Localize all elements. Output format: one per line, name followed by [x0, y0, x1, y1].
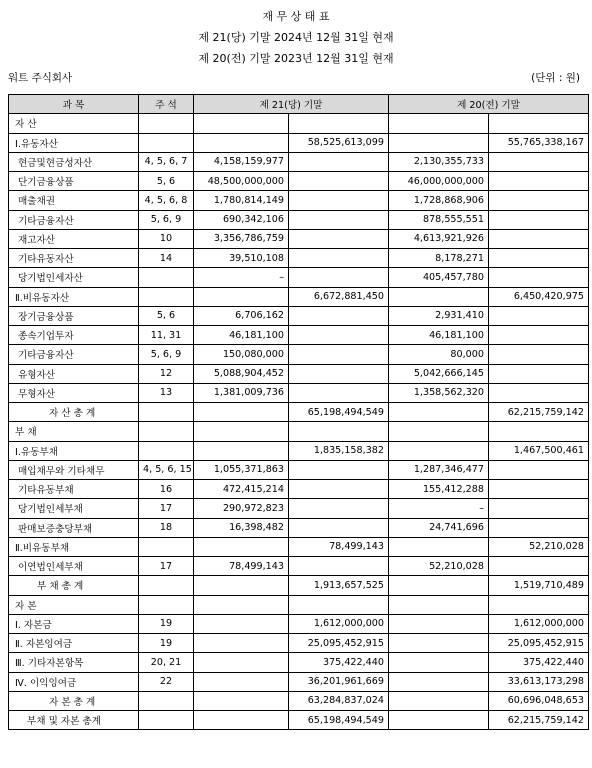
- prior-detail-cell: 80,000: [389, 345, 489, 364]
- prior-detail-cell: 24,741,696: [389, 518, 489, 537]
- account-cell: 당기법인세자산: [9, 268, 139, 287]
- note-cell: [139, 441, 194, 460]
- table-row: [9, 441, 589, 460]
- note-cell: 20, 21: [139, 653, 194, 672]
- note-cell: 4, 5, 6, 7: [139, 152, 194, 171]
- prior-total-cell: [489, 268, 589, 287]
- prior-total-cell: [489, 172, 589, 191]
- note-cell: 5, 6: [139, 172, 194, 191]
- account-cell: 자 본: [9, 595, 139, 614]
- table-row: [9, 383, 589, 402]
- prior-total-cell: 1,519,710,489: [489, 576, 589, 595]
- current-total-cell: [289, 518, 389, 537]
- account-cell: 이연법인세부채: [9, 557, 139, 576]
- current-total-cell: [289, 152, 389, 171]
- prior-detail-cell: 155,412,288: [389, 480, 489, 499]
- current-total-cell: 375,422,440: [289, 653, 389, 672]
- current-detail-cell: [194, 634, 289, 653]
- balance-sheet-table: [8, 94, 589, 730]
- current-total-cell: [289, 595, 389, 614]
- current-total-cell: 65,198,494,549: [289, 711, 389, 730]
- prior-detail-cell: [389, 537, 489, 556]
- current-total-cell: [289, 114, 389, 133]
- table-row: [9, 595, 589, 614]
- prior-total-cell: 25,095,452,915: [489, 634, 589, 653]
- account-cell: 매출채권: [9, 191, 139, 210]
- current-detail-cell: –: [194, 268, 289, 287]
- table-row: [9, 634, 589, 653]
- prior-total-cell: [489, 249, 589, 268]
- account-cell: Ⅱ.비유동자산: [9, 287, 139, 306]
- prior-detail-cell: 1,287,346,477: [389, 460, 489, 479]
- prior-detail-cell: [389, 672, 489, 691]
- account-cell: Ⅱ.비유동부채: [9, 537, 139, 556]
- prior-total-cell: [489, 210, 589, 229]
- note-cell: 4, 5, 6, 15: [139, 460, 194, 479]
- prior-total-cell: 62,215,759,142: [489, 403, 589, 422]
- current-detail-cell: [194, 614, 289, 633]
- table-row: [9, 614, 589, 633]
- table-row: [9, 364, 589, 383]
- current-total-cell: 6,672,881,450: [289, 287, 389, 306]
- table-row: [9, 711, 589, 730]
- prior-detail-cell: 46,000,000,000: [389, 172, 489, 191]
- account-cell: 장기금융상품: [9, 306, 139, 325]
- prior-total-cell: 33,613,173,298: [489, 672, 589, 691]
- prior-total-cell: 375,422,440: [489, 653, 589, 672]
- account-cell: 기타유동부채: [9, 480, 139, 499]
- current-total-cell: 63,284,837,024: [289, 691, 389, 710]
- account-cell: 무형자산: [9, 383, 139, 402]
- table-row: [9, 518, 589, 537]
- table-row: [9, 403, 589, 422]
- note-cell: [139, 268, 194, 287]
- account-cell: Ⅰ. 자본금: [9, 614, 139, 633]
- prior-total-cell: [489, 499, 589, 518]
- current-detail-cell: 1,055,371,863: [194, 460, 289, 479]
- prior-detail-cell: [389, 422, 489, 441]
- current-total-cell: [289, 326, 389, 345]
- prior-total-cell: 6,450,420,975: [489, 287, 589, 306]
- current-total-cell: [289, 191, 389, 210]
- current-total-cell: 65,198,494,549: [289, 403, 389, 422]
- header-prior-period: 제 20(전) 기말: [389, 95, 589, 114]
- account-cell: 현금및현금성자산: [9, 152, 139, 171]
- prior-total-cell: [489, 152, 589, 171]
- current-detail-cell: [194, 287, 289, 306]
- table-row: [9, 460, 589, 479]
- current-detail-cell: 48,500,000,000: [194, 172, 289, 191]
- current-detail-cell: 6,706,162: [194, 306, 289, 325]
- current-period-date: 제 21(당) 기말 2024년 12월 31일 현재: [198, 31, 394, 44]
- current-total-cell: 36,201,961,669: [289, 672, 389, 691]
- current-detail-cell: 150,080,000: [194, 345, 289, 364]
- current-total-cell: [289, 345, 389, 364]
- account-cell: Ⅰ.유동자산: [9, 133, 139, 152]
- current-detail-cell: 16,398,482: [194, 518, 289, 537]
- current-total-cell: [289, 499, 389, 518]
- note-cell: 4, 5, 6, 8: [139, 191, 194, 210]
- table-row: [9, 210, 589, 229]
- prior-detail-cell: 8,178,271: [389, 249, 489, 268]
- current-total-cell: [289, 172, 389, 191]
- table-row: [9, 691, 589, 710]
- prior-detail-cell: 5,042,666,145: [389, 364, 489, 383]
- prior-detail-cell: [389, 634, 489, 653]
- current-total-cell: 1,612,000,000: [289, 614, 389, 633]
- prior-total-cell: [489, 114, 589, 133]
- note-cell: 16: [139, 480, 194, 499]
- table-row: [9, 326, 589, 345]
- header-note: 주 석: [139, 95, 194, 114]
- current-total-cell: [289, 422, 389, 441]
- current-detail-cell: 46,181,100: [194, 326, 289, 345]
- prior-total-cell: [489, 191, 589, 210]
- prior-total-cell: [489, 557, 589, 576]
- table-row: [9, 114, 589, 133]
- current-detail-cell: [194, 403, 289, 422]
- table-row: [9, 537, 589, 556]
- account-cell: 판매보증충당부채: [9, 518, 139, 537]
- prior-total-cell: [489, 229, 589, 248]
- prior-detail-cell: [389, 287, 489, 306]
- current-detail-cell: 4,158,159,977: [194, 152, 289, 171]
- prior-total-cell: [489, 326, 589, 345]
- prior-total-cell: 52,210,028: [489, 537, 589, 556]
- current-detail-cell: 39,510,108: [194, 249, 289, 268]
- prior-total-cell: [489, 383, 589, 402]
- note-cell: 5, 6: [139, 306, 194, 325]
- table-row: [9, 172, 589, 191]
- account-cell: Ⅱ. 자본잉여금: [9, 634, 139, 653]
- prior-detail-cell: 2,130,355,733: [389, 152, 489, 171]
- prior-detail-cell: 2,931,410: [389, 306, 489, 325]
- table-row: [9, 306, 589, 325]
- prior-detail-cell: [389, 653, 489, 672]
- note-cell: 18: [139, 518, 194, 537]
- note-cell: [139, 133, 194, 152]
- prior-total-cell: [489, 345, 589, 364]
- current-detail-cell: [194, 114, 289, 133]
- note-cell: [139, 576, 194, 595]
- prior-detail-cell: [389, 441, 489, 460]
- note-cell: 12: [139, 364, 194, 383]
- current-total-cell: [289, 268, 389, 287]
- current-detail-cell: 78,499,143: [194, 557, 289, 576]
- note-cell: [139, 422, 194, 441]
- prior-total-cell: [489, 460, 589, 479]
- current-detail-cell: [194, 422, 289, 441]
- account-cell: 기타금융자산: [9, 345, 139, 364]
- current-detail-cell: 1,381,009,736: [194, 383, 289, 402]
- note-cell: [139, 287, 194, 306]
- account-cell: 기타금융자산: [9, 210, 139, 229]
- note-cell: 13: [139, 383, 194, 402]
- current-detail-cell: [194, 441, 289, 460]
- prior-total-cell: [489, 480, 589, 499]
- current-total-cell: 25,095,452,915: [289, 634, 389, 653]
- current-detail-cell: 690,342,106: [194, 210, 289, 229]
- header-current-period: 제 21(당) 기말: [194, 95, 389, 114]
- current-total-cell: [289, 383, 389, 402]
- header-account: 과 목: [9, 95, 139, 114]
- prior-total-cell: [489, 364, 589, 383]
- prior-detail-cell: [389, 114, 489, 133]
- current-total-cell: [289, 364, 389, 383]
- prior-total-cell: 1,612,000,000: [489, 614, 589, 633]
- prior-detail-cell: [389, 133, 489, 152]
- account-cell: Ⅲ. 기타자본항목: [9, 653, 139, 672]
- table-row: [9, 422, 589, 441]
- prior-detail-cell: [389, 614, 489, 633]
- table-row: [9, 249, 589, 268]
- note-cell: [139, 595, 194, 614]
- prior-detail-cell: –: [389, 499, 489, 518]
- current-detail-cell: [194, 691, 289, 710]
- table-row: [9, 229, 589, 248]
- prior-total-cell: [489, 306, 589, 325]
- prior-period-date: 제 20(전) 기말 2023년 12월 31일 현재: [198, 52, 394, 65]
- document-title: 재 무 상 태 표: [262, 10, 330, 23]
- current-total-cell: [289, 306, 389, 325]
- current-detail-cell: [194, 672, 289, 691]
- current-detail-cell: 1,780,814,149: [194, 191, 289, 210]
- note-cell: 17: [139, 557, 194, 576]
- current-detail-cell: 290,972,823: [194, 499, 289, 518]
- account-cell: 재고자산: [9, 229, 139, 248]
- table-row: [9, 480, 589, 499]
- prior-total-cell: [489, 422, 589, 441]
- note-cell: 10: [139, 229, 194, 248]
- note-cell: 5, 6, 9: [139, 210, 194, 229]
- account-cell: 부채 및 자본 총계: [9, 711, 139, 730]
- prior-detail-cell: 52,210,028: [389, 557, 489, 576]
- current-detail-cell: [194, 711, 289, 730]
- prior-total-cell: [489, 595, 589, 614]
- account-cell: 자 본 총 계: [9, 691, 139, 710]
- account-cell: 자 산 총 계: [9, 403, 139, 422]
- current-detail-cell: [194, 537, 289, 556]
- account-cell: 종속기업투자: [9, 326, 139, 345]
- table-row: [9, 268, 589, 287]
- prior-detail-cell: 1,358,562,320: [389, 383, 489, 402]
- account-cell: Ⅰ.유동부채: [9, 441, 139, 460]
- prior-detail-cell: 46,181,100: [389, 326, 489, 345]
- company-name: 워트 주식회사: [8, 72, 73, 84]
- account-cell: Ⅳ. 이익잉여금: [9, 672, 139, 691]
- current-total-cell: 1,913,657,525: [289, 576, 389, 595]
- current-total-cell: [289, 460, 389, 479]
- table-row: [9, 499, 589, 518]
- prior-detail-cell: [389, 711, 489, 730]
- note-cell: 14: [139, 249, 194, 268]
- note-cell: [139, 691, 194, 710]
- account-cell: 부 채: [9, 422, 139, 441]
- table-row: [9, 191, 589, 210]
- prior-total-cell: [489, 518, 589, 537]
- account-cell: 기타유동자산: [9, 249, 139, 268]
- table-row: [9, 287, 589, 306]
- account-cell: 매입채무와 기타채무: [9, 460, 139, 479]
- prior-total-cell: 55,765,338,167: [489, 133, 589, 152]
- current-total-cell: [289, 210, 389, 229]
- table-header-row: [9, 95, 589, 114]
- note-cell: [139, 537, 194, 556]
- table-row: [9, 345, 589, 364]
- current-detail-cell: 3,356,786,759: [194, 229, 289, 248]
- prior-total-cell: 60,696,048,653: [489, 691, 589, 710]
- table-row: [9, 152, 589, 171]
- note-cell: 19: [139, 634, 194, 653]
- prior-detail-cell: [389, 595, 489, 614]
- prior-total-cell: 1,467,500,461: [489, 441, 589, 460]
- prior-detail-cell: [389, 576, 489, 595]
- current-detail-cell: [194, 576, 289, 595]
- account-cell: 부 채 총 계: [9, 576, 139, 595]
- current-total-cell: 58,525,613,099: [289, 133, 389, 152]
- prior-detail-cell: [389, 403, 489, 422]
- account-cell: 자 산: [9, 114, 139, 133]
- prior-detail-cell: 405,457,780: [389, 268, 489, 287]
- note-cell: 22: [139, 672, 194, 691]
- note-cell: 5, 6, 9: [139, 345, 194, 364]
- current-detail-cell: 472,415,214: [194, 480, 289, 499]
- account-cell: 당기법인세부채: [9, 499, 139, 518]
- current-total-cell: [289, 229, 389, 248]
- current-total-cell: 1,835,158,382: [289, 441, 389, 460]
- current-detail-cell: [194, 595, 289, 614]
- note-cell: 19: [139, 614, 194, 633]
- prior-detail-cell: 878,555,551: [389, 210, 489, 229]
- current-total-cell: [289, 480, 389, 499]
- note-cell: [139, 711, 194, 730]
- table-row: [9, 133, 589, 152]
- account-cell: 유형자산: [9, 364, 139, 383]
- current-detail-cell: [194, 133, 289, 152]
- account-cell: 단기금융상품: [9, 172, 139, 191]
- current-total-cell: [289, 249, 389, 268]
- current-detail-cell: [194, 653, 289, 672]
- prior-detail-cell: 1,728,868,906: [389, 191, 489, 210]
- current-detail-cell: 5,088,904,452: [194, 364, 289, 383]
- prior-detail-cell: [389, 691, 489, 710]
- currency-unit: (단위 : 원): [531, 72, 580, 84]
- note-cell: 17: [139, 499, 194, 518]
- note-cell: 11, 31: [139, 326, 194, 345]
- table-row: [9, 557, 589, 576]
- table-row: [9, 672, 589, 691]
- note-cell: [139, 403, 194, 422]
- prior-detail-cell: 4,613,921,926: [389, 229, 489, 248]
- note-cell: [139, 114, 194, 133]
- prior-total-cell: 62,215,759,142: [489, 711, 589, 730]
- current-total-cell: 78,499,143: [289, 537, 389, 556]
- table-row: [9, 653, 589, 672]
- table-row: [9, 576, 589, 595]
- current-total-cell: [289, 557, 389, 576]
